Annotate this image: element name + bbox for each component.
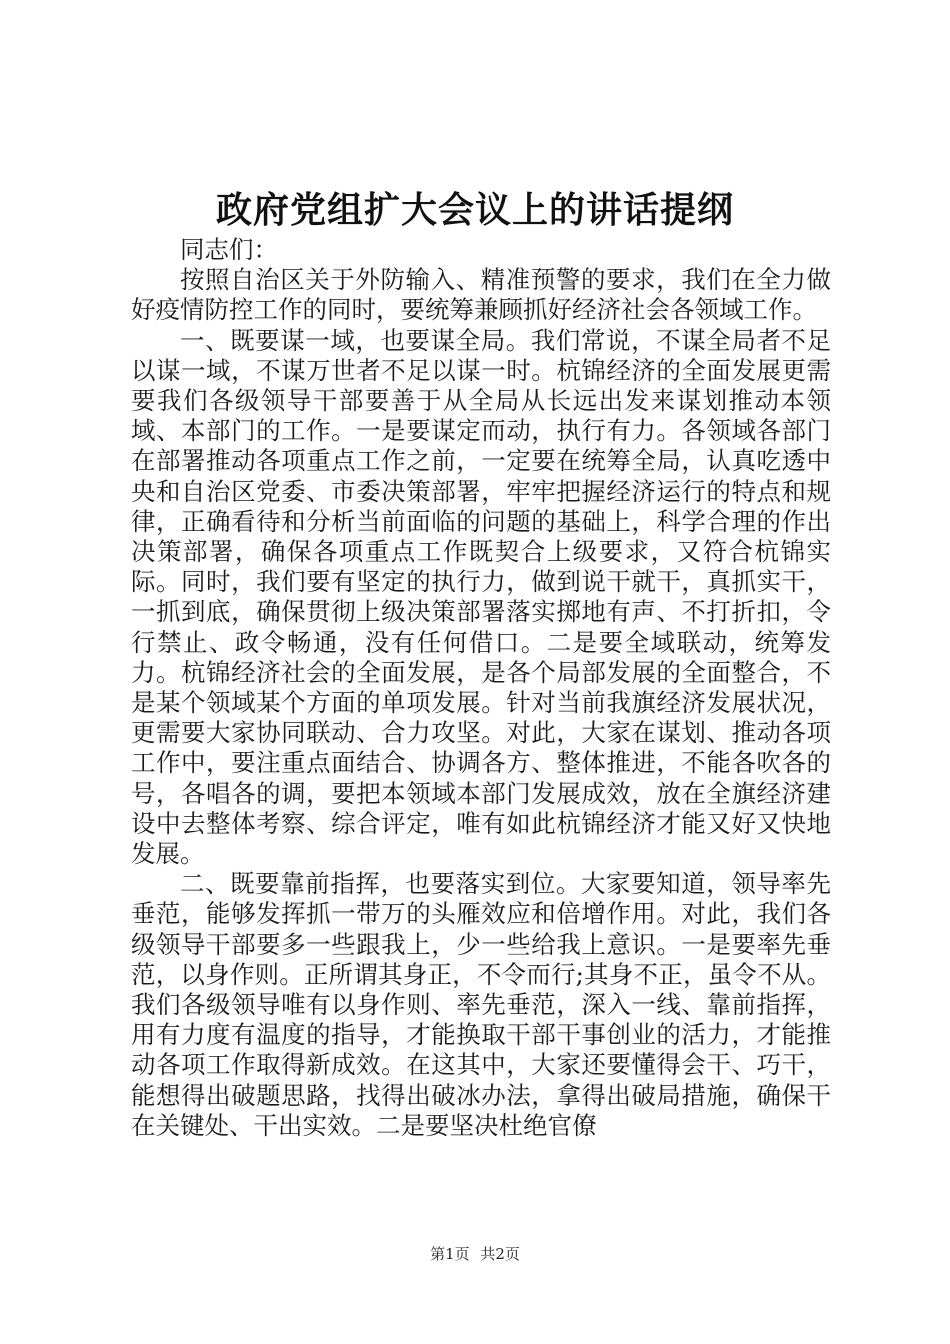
section-two-paragraph: 二、既要靠前指挥，也要落实到位。大家要知道，领导率先垂范，能够发挥抓一带万的头雁效应和倍增作用。对此，我们各级领导干部要多一些跟我上，少一些给我上意识。一是要率先垂范，以身作则。正所谓其身正，不令而行;其身不正，虽令不从。我们各级领导唯有以身作则、率先垂范，深入一线、靠前指挥，用有力度有温度的指导，才能换取干部干事创业的活力，才能推动各项工作取得新成效。在这其中，大家还要懂得会干、巧干，能想得出破题思路，找得出破冰办法，拿得出破局措施，确保干在关键处、干出实效。二是要坚决杜绝官僚	[131, 869, 831, 1140]
page-total: 共2页	[480, 1245, 520, 1263]
page-number: 第1页	[430, 1245, 470, 1263]
salutation-paragraph: 同志们：	[180, 235, 278, 264]
section-one-paragraph: 一、既要谋一域，也要谋全局。我们常说，不谋全局者不足以谋一域，不谋万世者不足以谋一时。杭锦经济的全面发展更需要我们各级领导干部要善于从全局从长远出发来谋划推动本领域、本部门的工作。一是要谋定而动，执行有力。各领域各部门在部署推动各项重点工作之前，一定要在统筹全局，认真吃透中央和自治区党委、市委决策部署，牢牢把握经济运行的特点和规律，正确看待和分析当前面临的问题的基础上，科学合理的作出决策部署，确保各项重点工作既契合上级要求，又符合杭锦实际。同时，我们要有坚定的执行力，做到说干就干，真抓实干，一抓到底，确保贯彻上级决策部署落实掷地有声、不打折扣，令行禁止、政令畅通，没有任何借口。二是要全域联动，统筹发力。杭锦经济社会的全面发展，是各个局部发展的全面整合，不是某个领域某个方面的单项发展。针对当前我旗经济发展状况，更需要大家协同联动、合力攻坚。对此，大家在谋划、推动各项工作中，要注重点面结合、协调各方、整体推进，不能各吹各的号，各唱各的调，要把本领域本部门发展成效，放在全旗经济建设中去整体考察、综合评定，唯有如此杭锦经济才能又好又快地发展。	[131, 325, 831, 869]
intro-paragraph: 按照自治区关于外防输入、精准预警的要求，我们在全力做好疫情防控工作的同时，要统筹兼顾抓好经济社会各领域工作。	[131, 265, 831, 325]
page-footer	[0, 1244, 950, 1264]
document-title: 政府党组扩大会议上的讲话提纲	[215, 189, 734, 231]
document-body	[131, 235, 831, 1141]
